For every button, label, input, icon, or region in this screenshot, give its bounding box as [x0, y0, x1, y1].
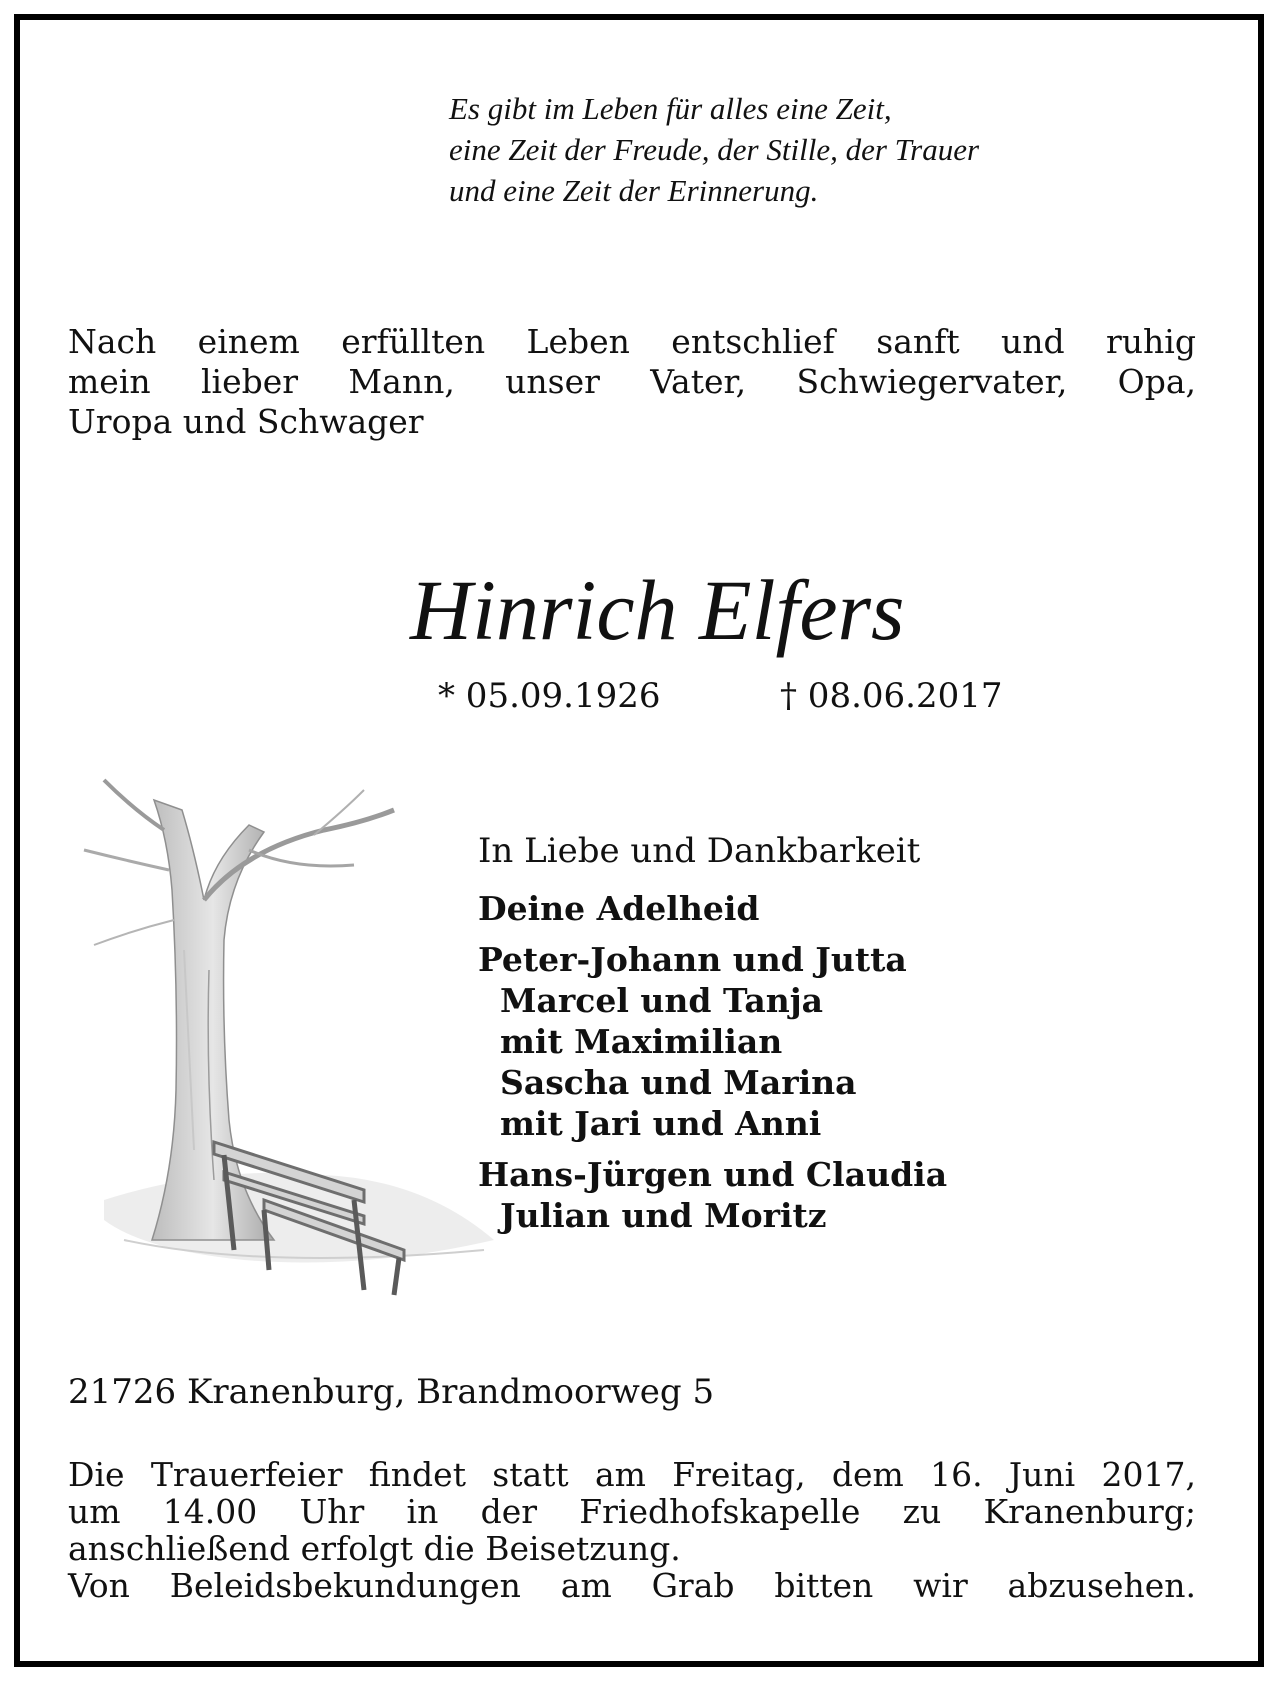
mourner-subname: Marcel und Tanja — [500, 981, 824, 1020]
quote-line: und eine Zeit der Erinnerung. — [449, 173, 819, 208]
mourner-subname: Julian und Moritz — [500, 1196, 827, 1235]
mourner-name: Hans-Jürgen und Claudia — [478, 1155, 948, 1194]
intro-text — [68, 322, 1196, 442]
mourners-heading: In Liebe und Dankbarkeit — [478, 831, 921, 871]
notice-line: Die Trauerfeier findet statt am Freitag, dem 16. Juni 2017, — [68, 1455, 1196, 1494]
mourners-list — [478, 830, 1038, 1236]
tree-and-bench-sketch-icon — [64, 770, 534, 1310]
intro-line: Uropa und Schwager — [68, 402, 424, 441]
intro-line: mein lieber Mann, unser Vater, Schwiegervater, Opa, — [68, 362, 1196, 401]
opening-quote — [449, 88, 1209, 211]
mourner-subname: mit Jari und Anni — [500, 1104, 822, 1143]
quote-line: Es gibt im Leben für alles eine Zeit, — [449, 91, 892, 126]
mourner-subname: mit Maximilian — [500, 1022, 783, 1061]
notice-line: um 14.00 Uhr in der Friedhofskapelle zu Kranenburg; — [68, 1492, 1196, 1531]
funeral-notice — [68, 1456, 1196, 1604]
notice-line: Von Beleidsbekundungen am Grab bitten wir abzusehen. — [68, 1566, 1196, 1605]
quote-line: eine Zeit der Freude, der Stille, der Trauer — [449, 132, 980, 167]
birth-date: * 05.09.1926 — [438, 676, 661, 716]
mourner-name: Peter-Johann und Jutta — [478, 940, 907, 979]
notice-line: anschließend erfolgt die Beisetzung. — [68, 1529, 681, 1568]
death-date: † 08.06.2017 — [780, 676, 1003, 716]
mourner-subname: Sascha und Marina — [500, 1063, 857, 1102]
address: 21726 Kranenburg, Brandmoorweg 5 — [68, 1372, 715, 1412]
mourner-name: Deine Adelheid — [478, 889, 760, 928]
intro-line: Nach einem erfüllten Leben entschlief sanft und ruhig — [68, 322, 1196, 361]
deceased-name: Hinrich Elfers — [410, 562, 905, 658]
